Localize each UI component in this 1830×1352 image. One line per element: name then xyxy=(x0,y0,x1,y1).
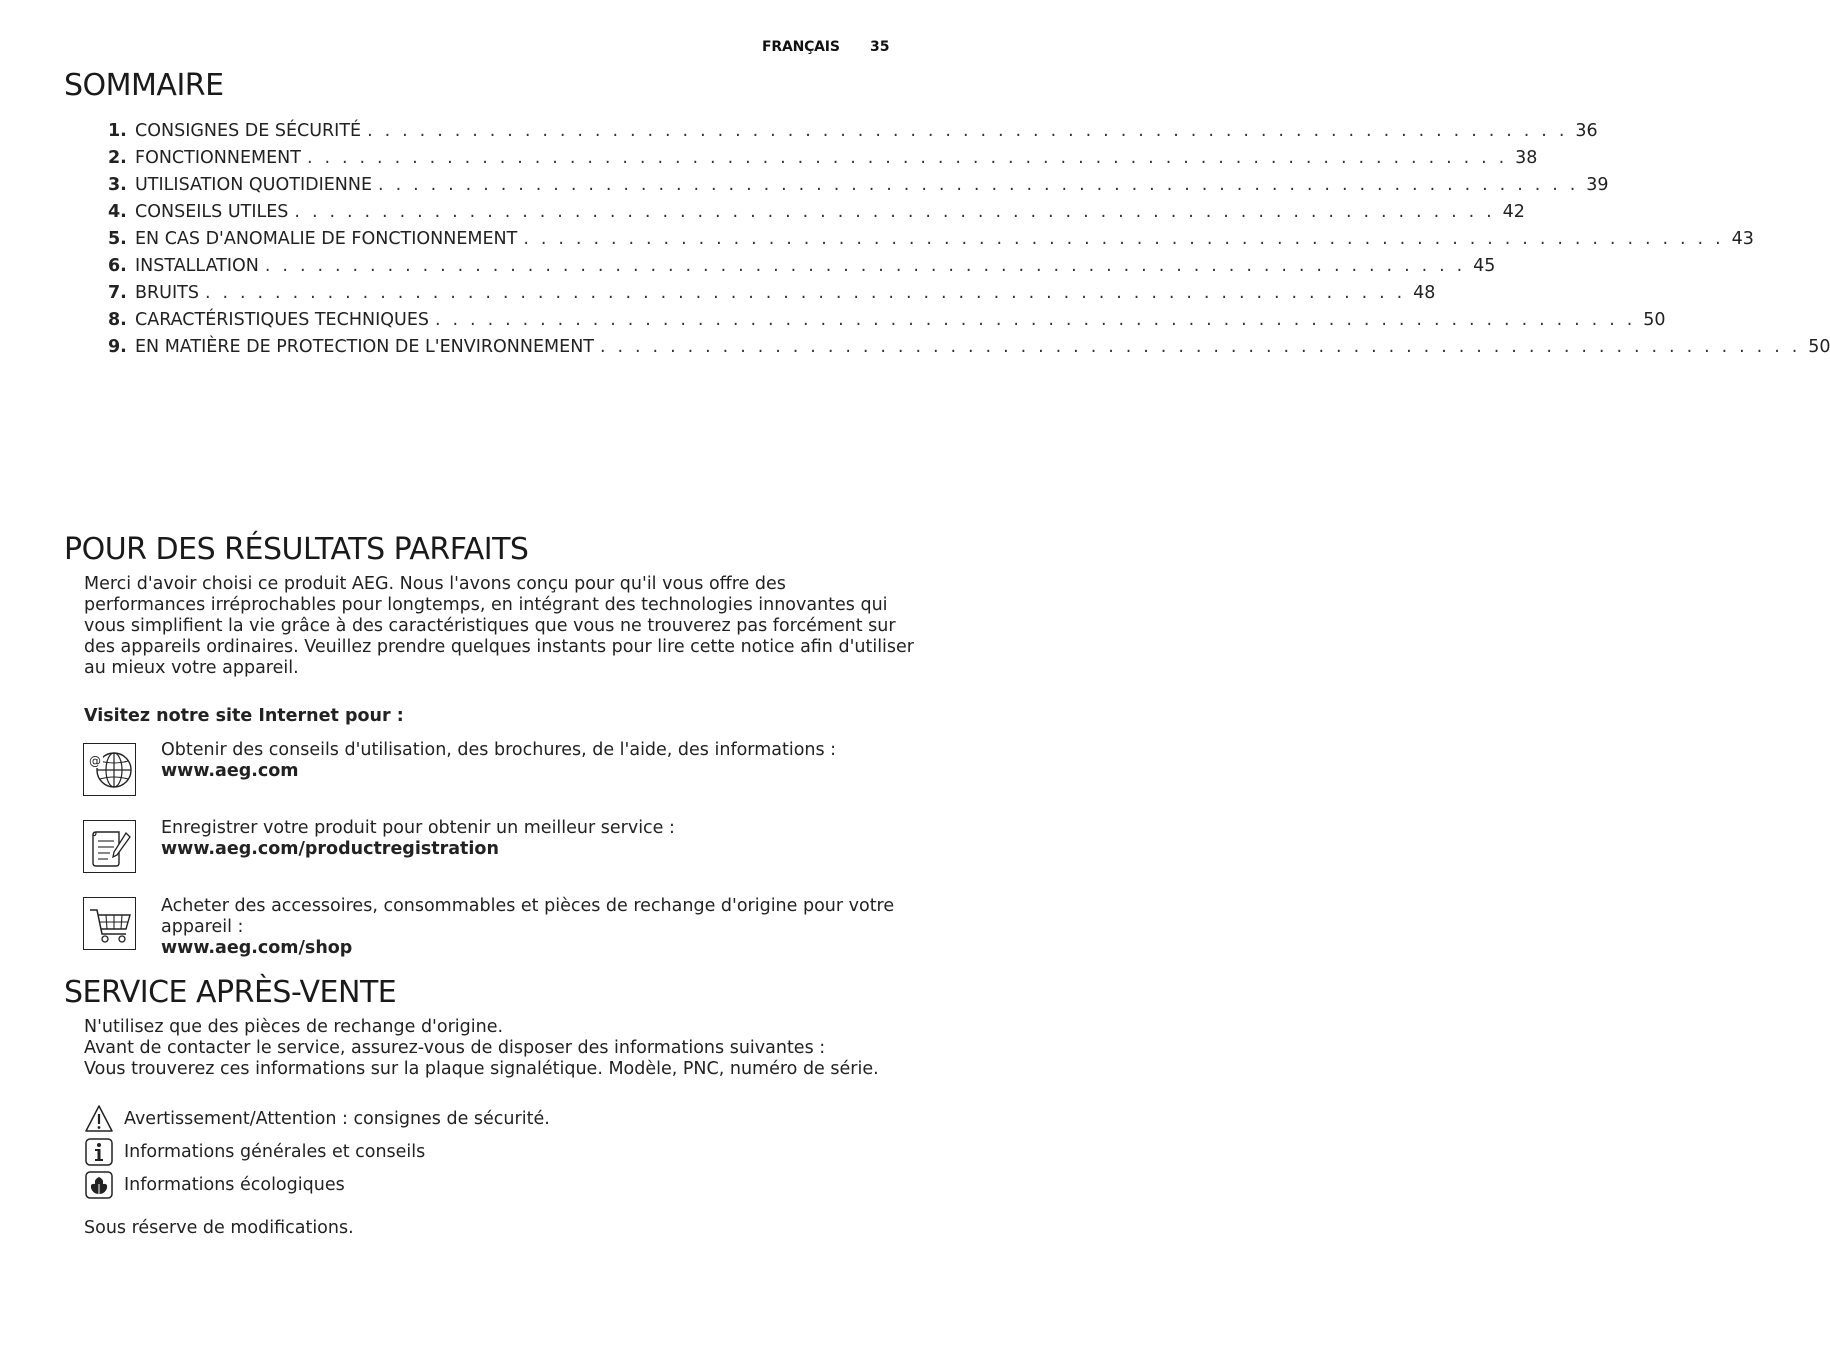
eco-flower-icon xyxy=(84,1170,114,1200)
intro-line: Merci d'avoir choisi ce produit AEG. Nous l'avons conçu pour qu'il vous offre des xyxy=(84,574,786,594)
toc-leader-dots: . . . . . . . . . . . . . . . . . . . . . . . . . . . . . . . . . . . . . . . . . . . . . . . . . . . . . . . . . . . . . . . . . . . . . xyxy=(378,175,1579,195)
service-line: N'utilisez que des pièces de rechange d'origine. xyxy=(84,1017,504,1037)
toc-row[interactable] xyxy=(108,283,1436,310)
svg-text:@: @ xyxy=(89,754,101,768)
service-line: Vous trouverez ces informations sur la plaque signalétique. Modèle, PNC, numéro de série. xyxy=(84,1059,879,1079)
header-language: FRANÇAIS xyxy=(762,39,840,55)
toc-title: CARACTÉRISTIQUES TECHNIQUES xyxy=(135,310,429,330)
toc-leader-dots: . . . . . . . . . . . . . . . . . . . . . . . . . . . . . . . . . . . . . . . . . . . . . . . . . . . . . . . . . . . . . . . . . . . . . xyxy=(367,121,1568,141)
link-url[interactable]: www.aeg.com/productregistration xyxy=(161,839,499,859)
toc-page: 43 xyxy=(1731,229,1754,249)
toc-page: 38 xyxy=(1515,148,1538,168)
intro-line: performances irréprochables pour longtemps, en intégrant des technologies innovantes qui xyxy=(84,595,888,615)
toc-title: FONCTIONNEMENT xyxy=(135,148,301,168)
service-heading: SERVICE APRÈS-VENTE xyxy=(64,975,397,1010)
toc-title: INSTALLATION xyxy=(135,256,259,276)
legend-row xyxy=(84,1137,425,1167)
toc-row[interactable] xyxy=(108,256,1496,283)
link-description: Acheter des accessoires, consommables et pièces de rechange d'origine pour votre xyxy=(161,896,895,916)
toc-title: CONSIGNES DE SÉCURITÉ xyxy=(135,121,362,141)
toc-leader-dots: . . . . . . . . . . . . . . . . . . . . . . . . . . . . . . . . . . . . . . . . . . . . . . . . . . . . . . . . . . . . . . . . . . . . . xyxy=(435,310,1636,330)
footer-note: Sous réserve de modifications. xyxy=(84,1218,354,1238)
toc-leader-dots: . . . . . . . . . . . . . . . . . . . . . . . . . . . . . . . . . . . . . . . . . . . . . . . . . . . . . . . . . . . . . . . . . . . . . xyxy=(294,202,1495,222)
link-description: Obtenir des conseils d'utilisation, des brochures, de l'aide, des informations : xyxy=(161,740,837,760)
toc-title: UTILISATION QUOTIDIENNE xyxy=(135,175,373,195)
legend-row xyxy=(84,1170,345,1200)
intro-line: au mieux votre appareil. xyxy=(84,658,299,678)
toc-number: 6. xyxy=(108,256,127,276)
sommaire-heading: SOMMAIRE xyxy=(64,68,224,103)
toc-number: 2. xyxy=(108,148,127,168)
table-of-contents xyxy=(108,121,1830,364)
toc-leader-dots: . . . . . . . . . . . . . . . . . . . . . . . . . . . . . . . . . . . . . . . . . . . . . . . . . . . . . . . . . . . . . . . . . . . . . xyxy=(306,148,1508,168)
legend-row xyxy=(84,1104,550,1134)
toc-row[interactable] xyxy=(108,148,1538,175)
toc-row[interactable] xyxy=(108,310,1666,337)
toc-leader-dots: . . . . . . . . . . . . . . . . . . . . . . . . . . . . . . . . . . . . . . . . . . . . . . . . . . . . . . . . . . . . . . . . . . . . . xyxy=(204,283,1406,303)
toc-row[interactable] xyxy=(108,202,1525,229)
globe-at-icon xyxy=(83,743,136,796)
visit-label: Visitez notre site Internet pour : xyxy=(84,706,404,726)
toc-page: 50 xyxy=(1643,310,1666,330)
legend-text: Informations écologiques xyxy=(124,1175,345,1195)
link-url[interactable]: www.aeg.com/shop xyxy=(161,938,353,958)
toc-row[interactable] xyxy=(108,121,1598,148)
toc-number: 3. xyxy=(108,175,127,195)
registration-form-icon xyxy=(83,820,136,873)
toc-row[interactable] xyxy=(108,337,1830,364)
toc-page: 39 xyxy=(1586,175,1609,195)
toc-title: BRUITS xyxy=(135,283,199,303)
toc-number: 5. xyxy=(108,229,127,249)
toc-title: EN MATIÈRE DE PROTECTION DE L'ENVIRONNEMENT xyxy=(135,337,594,357)
toc-number: 9. xyxy=(108,337,127,357)
toc-leader-dots: . . . . . . . . . . . . . . . . . . . . . . . . . . . . . . . . . . . . . . . . . . . . . . . . . . . . . . . . . . . . . . . . . . . . . xyxy=(599,337,1801,357)
toc-page: 48 xyxy=(1413,283,1436,303)
link-description: appareil : xyxy=(161,917,244,937)
warning-triangle-icon xyxy=(84,1104,114,1134)
toc-number: 4. xyxy=(108,202,127,222)
toc-row[interactable] xyxy=(108,229,1754,256)
link-item xyxy=(161,818,901,860)
legend-text: Informations générales et conseils xyxy=(124,1142,426,1162)
link-description: Enregistrer votre produit pour obtenir un meilleur service : xyxy=(161,818,675,838)
toc-row[interactable] xyxy=(108,175,1609,202)
link-item xyxy=(161,896,901,959)
shopping-cart-icon xyxy=(83,897,136,950)
intro-line: des appareils ordinaires. Veuillez prendre quelques instants pour lire cette notice afin d'utiliser xyxy=(84,637,915,657)
link-item xyxy=(161,740,901,782)
info-icon xyxy=(84,1137,114,1167)
service-paragraph xyxy=(84,1017,879,1080)
toc-number: 8. xyxy=(108,310,127,330)
toc-title: CONSEILS UTILES xyxy=(135,202,289,222)
toc-leader-dots: . . . . . . . . . . . . . . . . . . . . . . . . . . . . . . . . . . . . . . . . . . . . . . . . . . . . . . . . . . . . . . . . . . . . . xyxy=(523,229,1724,249)
intro-line: vous simplifient la vie grâce à des caractéristiques que vous ne trouverez pas forcément sur xyxy=(84,616,896,636)
legend-text: Avertissement/Attention : consignes de sécurité. xyxy=(124,1109,550,1129)
intro-paragraph xyxy=(84,574,914,679)
toc-title: EN CAS D'ANOMALIE DE FONCTIONNEMENT xyxy=(135,229,518,249)
toc-page: 45 xyxy=(1473,256,1496,276)
toc-page: 36 xyxy=(1575,121,1598,141)
toc-number: 7. xyxy=(108,283,127,303)
toc-page: 42 xyxy=(1502,202,1525,222)
link-url[interactable]: www.aeg.com xyxy=(161,761,299,781)
toc-number: 1. xyxy=(108,121,127,141)
toc-page: 50 xyxy=(1808,337,1830,357)
resultats-heading: POUR DES RÉSULTATS PARFAITS xyxy=(64,532,529,567)
toc-leader-dots: . . . . . . . . . . . . . . . . . . . . . . . . . . . . . . . . . . . . . . . . . . . . . . . . . . . . . . . . . . . . . . . . . . . . . xyxy=(264,256,1466,276)
service-line: Avant de contacter le service, assurez-vous de disposer des informations suivantes : xyxy=(84,1038,826,1058)
header-page-number: 35 xyxy=(870,39,890,55)
